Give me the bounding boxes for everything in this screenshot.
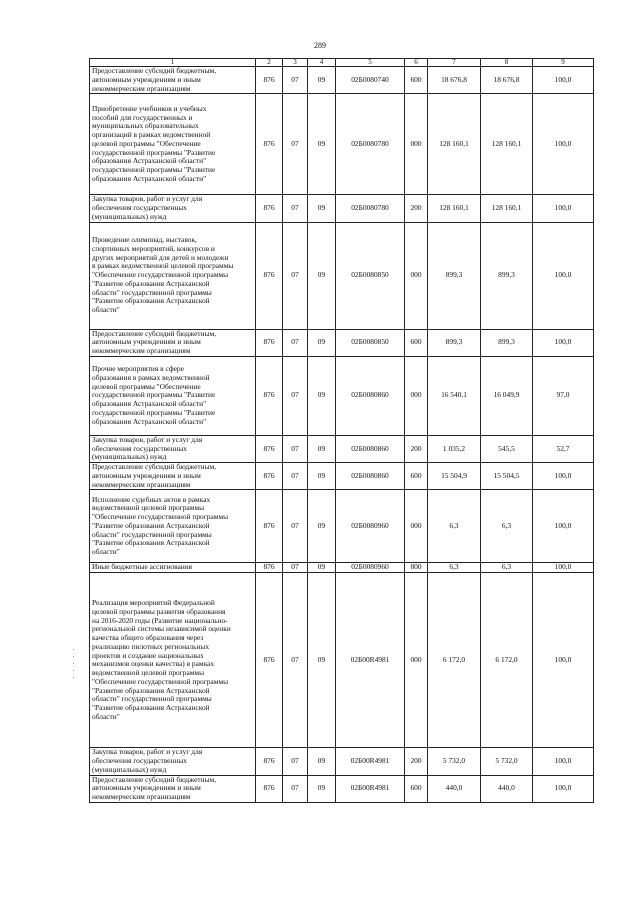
subsection-cell: 09 — [308, 463, 336, 490]
expense-type-cell: 600 — [405, 463, 428, 490]
table-row — [90, 195, 594, 222]
target-article-cell: 02Б0080780 — [336, 195, 405, 222]
planned-amount-cell: 899,3 — [428, 329, 481, 356]
section-cell: 07 — [283, 356, 308, 435]
executed-amount-cell: 15 504,5 — [481, 463, 533, 490]
row-name-cell: Закупка товаров, работ и услуг для обеспечения государственных (муниципальных) нужд — [90, 748, 256, 775]
executed-amount-cell: 6 172,0 — [481, 573, 533, 748]
agency-code-cell: 876 — [256, 748, 283, 775]
subsection-cell: 09 — [308, 356, 336, 435]
agency-code-cell: 876 — [256, 67, 283, 94]
agency-code-cell: 876 — [256, 329, 283, 356]
executed-amount-cell: 128 160,1 — [481, 195, 533, 222]
table-row — [90, 356, 594, 435]
row-name-cell: Закупка товаров, работ и услуг для обеспечения государственных (муниципальных) нужд — [90, 195, 256, 222]
expense-type-cell: 000 — [405, 94, 428, 195]
expense-type-cell: 200 — [405, 195, 428, 222]
agency-code-cell: 876 — [256, 94, 283, 195]
table-row — [90, 222, 594, 329]
row-name-cell: Иные бюджетные ассигнования — [90, 563, 256, 573]
row-name-cell: Предоставление субсидий бюджетным, автономным учреждениям и иным некоммерческим организациям — [90, 67, 256, 94]
header-cell: 9 — [533, 59, 594, 67]
percent-cell: 100,0 — [533, 463, 594, 490]
scan-artifact — [73, 649, 75, 687]
agency-code-cell: 876 — [256, 563, 283, 573]
planned-amount-cell: 128 160,1 — [428, 94, 481, 195]
section-cell: 07 — [283, 748, 308, 775]
expense-type-cell: 000 — [405, 490, 428, 563]
target-article-cell: 02Б0080740 — [336, 67, 405, 94]
percent-cell: 100,0 — [533, 222, 594, 329]
executed-amount-cell: 6,3 — [481, 563, 533, 573]
budget-table — [89, 58, 594, 803]
table-row — [90, 463, 594, 490]
percent-cell: 100,0 — [533, 195, 594, 222]
executed-amount-cell: 16 049,9 — [481, 356, 533, 435]
percent-cell: 100,0 — [533, 329, 594, 356]
section-cell: 07 — [283, 94, 308, 195]
target-article-cell: 02Б0080860 — [336, 356, 405, 435]
subsection-cell: 09 — [308, 573, 336, 748]
table-row — [90, 775, 594, 802]
planned-amount-cell: 16 540,1 — [428, 356, 481, 435]
section-cell: 07 — [283, 490, 308, 563]
header-cell: 2 — [256, 59, 283, 67]
expense-type-cell: 600 — [405, 775, 428, 802]
header-cell: 7 — [428, 59, 481, 67]
executed-amount-cell: 899,3 — [481, 222, 533, 329]
expense-type-cell: 000 — [405, 222, 428, 329]
planned-amount-cell: 6,3 — [428, 490, 481, 563]
percent-cell: 52,7 — [533, 435, 594, 462]
planned-amount-cell: 5 732,0 — [428, 748, 481, 775]
executed-amount-cell: 440,0 — [481, 775, 533, 802]
agency-code-cell: 876 — [256, 775, 283, 802]
table-row — [90, 94, 594, 195]
executed-amount-cell: 899,3 — [481, 329, 533, 356]
target-article-cell: 02Б0080860 — [336, 435, 405, 462]
executed-amount-cell: 5 732,0 — [481, 748, 533, 775]
table-row — [90, 490, 594, 563]
agency-code-cell: 876 — [256, 490, 283, 563]
subsection-cell: 09 — [308, 563, 336, 573]
planned-amount-cell: 15 504,9 — [428, 463, 481, 490]
row-name-cell: Реализация мероприятий Федеральной целевой программы развития образования на 2016-2020 годы (Развитие национально- региональной системы независимой оценки качества общего образования через реализацию пилотных региональных проектов и создание национальных механизмов оценки качества) в рамках ведомственной целевой программы "Обеспечение государственной программы "Развитие образования Астраханской области" государственной программы "Развитие образования Астраханской области" — [90, 573, 256, 748]
executed-amount-cell: 18 676,8 — [481, 67, 533, 94]
table-row — [90, 435, 594, 462]
subsection-cell: 09 — [308, 222, 336, 329]
target-article-cell: 02Б0080780 — [336, 94, 405, 195]
percent-cell: 100,0 — [533, 94, 594, 195]
percent-cell: 100,0 — [533, 748, 594, 775]
header-cell: 3 — [283, 59, 308, 67]
agency-code-cell: 876 — [256, 573, 283, 748]
executed-amount-cell: 6,3 — [481, 490, 533, 563]
agency-code-cell: 876 — [256, 463, 283, 490]
table-row — [90, 748, 594, 775]
row-name-cell: Предоставление субсидий бюджетным, автономным учреждениям и иным некоммерческим организациям — [90, 329, 256, 356]
subsection-cell: 09 — [308, 435, 336, 462]
agency-code-cell: 876 — [256, 356, 283, 435]
agency-code-cell: 876 — [256, 222, 283, 329]
percent-cell: 97,0 — [533, 356, 594, 435]
percent-cell: 100,0 — [533, 563, 594, 573]
row-name-cell: Исполнение судебных актов в рамках ведомственной целевой программы "Обеспечение государственной программы "Развитие образования Астраханской области" государственной программы "Развитие образования Астраханской области" — [90, 490, 256, 563]
section-cell: 07 — [283, 573, 308, 748]
page-number: 289 — [314, 41, 326, 50]
expense-type-cell: 000 — [405, 356, 428, 435]
table-row — [90, 563, 594, 573]
header-cell: 8 — [481, 59, 533, 67]
planned-amount-cell: 18 676,8 — [428, 67, 481, 94]
target-article-cell: 02Б0080860 — [336, 463, 405, 490]
table-row — [90, 329, 594, 356]
planned-amount-cell: 440,0 — [428, 775, 481, 802]
header-cell: 1 — [90, 59, 256, 67]
target-article-cell: 02Б00R4981 — [336, 748, 405, 775]
planned-amount-cell: 1 035,2 — [428, 435, 481, 462]
agency-code-cell: 876 — [256, 435, 283, 462]
subsection-cell: 09 — [308, 329, 336, 356]
target-article-cell: 02Б0080850 — [336, 222, 405, 329]
percent-cell: 100,0 — [533, 67, 594, 94]
subsection-cell: 09 — [308, 490, 336, 563]
planned-amount-cell: 899,3 — [428, 222, 481, 329]
table-row — [90, 67, 594, 94]
percent-cell: 100,0 — [533, 490, 594, 563]
header-cell: 6 — [405, 59, 428, 67]
table-row — [90, 573, 594, 748]
target-article-cell: 02Б00R4981 — [336, 775, 405, 802]
expense-type-cell: 800 — [405, 563, 428, 573]
expense-type-cell: 200 — [405, 748, 428, 775]
target-article-cell: 02Б0080960 — [336, 490, 405, 563]
section-cell: 07 — [283, 775, 308, 802]
target-article-cell: 02Б0080960 — [336, 563, 405, 573]
expense-type-cell: 000 — [405, 573, 428, 748]
target-article-cell: 02Б00R4981 — [336, 573, 405, 748]
expense-type-cell: 600 — [405, 329, 428, 356]
planned-amount-cell: 6,3 — [428, 563, 481, 573]
agency-code-cell: 876 — [256, 195, 283, 222]
row-name-cell: Приобретение учебников и учебных пособий для государственных и муниципальных образовательных организаций в рамках ведомственной целевой программы "Обеспечение государственной программы "Развитие образования Астраханской области" государственной программы "Развитие образования Астраханской области" — [90, 94, 256, 195]
section-cell: 07 — [283, 67, 308, 94]
section-cell: 07 — [283, 463, 308, 490]
subsection-cell: 09 — [308, 775, 336, 802]
percent-cell: 100,0 — [533, 775, 594, 802]
executed-amount-cell: 128 160,1 — [481, 94, 533, 195]
section-cell: 07 — [283, 329, 308, 356]
percent-cell: 100,0 — [533, 573, 594, 748]
expense-type-cell: 200 — [405, 435, 428, 462]
planned-amount-cell: 128 160,1 — [428, 195, 481, 222]
section-cell: 07 — [283, 563, 308, 573]
row-name-cell: Предоставление субсидий бюджетным, автономным учреждениям и иным некоммерческим организациям — [90, 463, 256, 490]
subsection-cell: 09 — [308, 748, 336, 775]
section-cell: 07 — [283, 435, 308, 462]
header-cell: 4 — [308, 59, 336, 67]
executed-amount-cell: 545,5 — [481, 435, 533, 462]
header-cell: 5 — [336, 59, 405, 67]
subsection-cell: 09 — [308, 195, 336, 222]
table-header-row — [90, 59, 594, 67]
target-article-cell: 02Б0080850 — [336, 329, 405, 356]
row-name-cell: Предоставление субсидий бюджетным, автономным учреждениям и иным некоммерческим организациям — [90, 775, 256, 802]
subsection-cell: 09 — [308, 94, 336, 195]
planned-amount-cell: 6 172,0 — [428, 573, 481, 748]
row-name-cell: Прочие мероприятия в сфере образования в рамках ведомственной целевой программы "Обеспечение государственной программы "Развитие образования Астраханской области" государственной программы "Развитие образования Астраханской области" — [90, 356, 256, 435]
expense-type-cell: 600 — [405, 67, 428, 94]
section-cell: 07 — [283, 195, 308, 222]
subsection-cell: 09 — [308, 67, 336, 94]
row-name-cell: Проведение олимпиад, выставок, спортивных мероприятий, конкурсов и других мероприятий для детей и молодежи в рамках ведомственной целевой программы "Обеспечение государственной программы "Развитие образования Астраханской области" государственной программы "Развитие образования Астраханской области" — [90, 222, 256, 329]
section-cell: 07 — [283, 222, 308, 329]
row-name-cell: Закупка товаров, работ и услуг для обеспечения государственных (муниципальных) нужд — [90, 435, 256, 462]
